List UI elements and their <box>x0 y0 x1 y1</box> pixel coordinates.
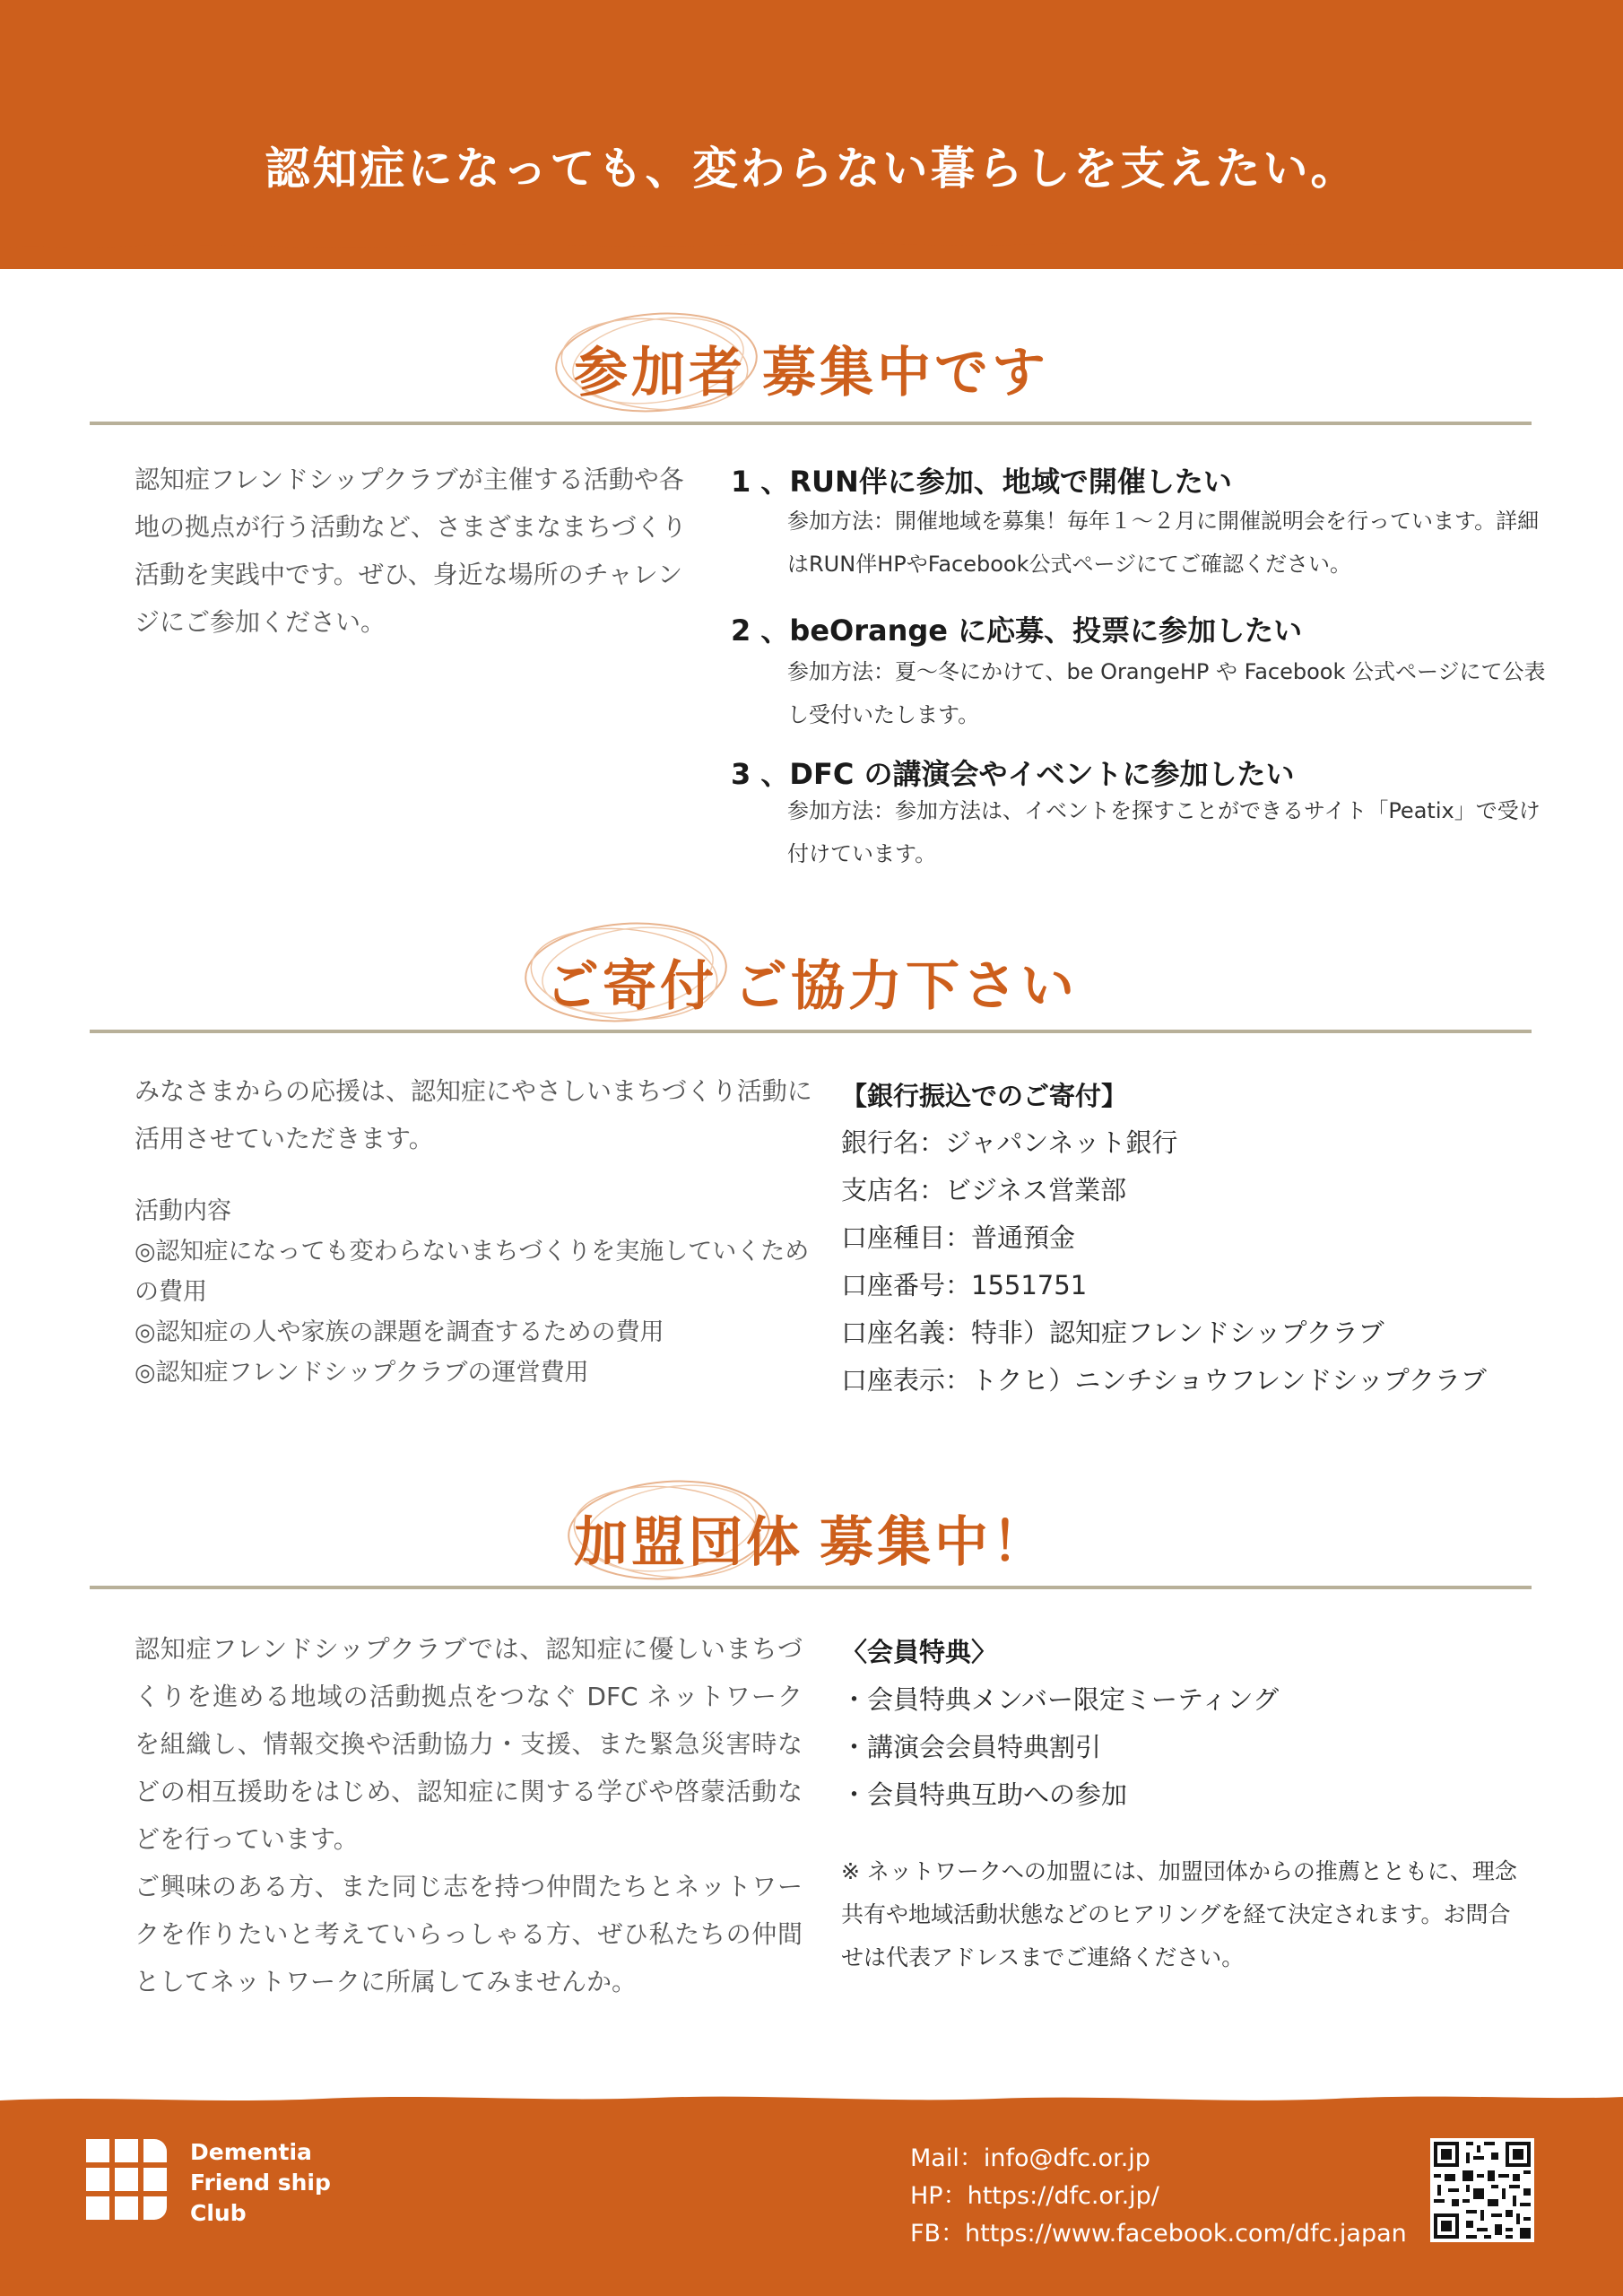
benefit-item: ・会員特典互助への参加 <box>841 1779 1128 1810</box>
participation-item-body: 参加方法：開催地域を募集！毎年１～２月に開催説明会を行っています。詳細はRUN伴HPやFacebook公式ページにてご確認ください。 <box>787 509 1540 577</box>
benefit-heading: 〈会員特典〉 <box>841 1637 998 1667</box>
bank-detail: 銀行名：ジャパンネット銀行 <box>841 1127 1178 1158</box>
benefit-item: ・会員特典メンバー限定ミーティング <box>841 1684 1280 1715</box>
membership-invitation: ご興味のある方、また同じ志を持つ仲間たちとネットワークを作りたいと考えていらっしゃる方、ぜひ私たちの仲間としてネットワークに所属してみませんか。 <box>135 1872 803 1996</box>
participation-item-title: 3 、DFC の講演会やイベントに参加したい <box>731 757 1295 791</box>
logo-line: Friend ship <box>190 2170 331 2196</box>
membership-title: 加盟団体 募集中！ <box>574 1511 1049 1574</box>
participants-title: 参加者 募集中です <box>574 342 1049 404</box>
participation-item-title: 1 、RUN伴に参加、地域で開催したい <box>731 465 1232 499</box>
contact-facebook[interactable]: FB：https://www.facebook.com/dfc.japan <box>910 2220 1407 2248</box>
participation-item-title: 2 、beOrange に応募、投票に参加したい <box>731 613 1303 648</box>
section-divider <box>90 422 1532 425</box>
bank-detail: 口座種目：普通預金 <box>841 1222 1076 1253</box>
donation-intro: みなさまからの応援は、認知症にやさしいまちづくり活動に活用させていただきます。 <box>135 1076 812 1153</box>
logo-line: Club <box>190 2200 247 2226</box>
logo-line: Dementia <box>190 2139 312 2165</box>
activity-item: ◎認知症の人や家族の課題を調査するための費用 <box>135 1318 664 1346</box>
bank-detail: 口座番号：1551751 <box>841 1270 1088 1300</box>
bank-detail: 口座名義：特非）認知症フレンドシップクラブ <box>841 1318 1384 1348</box>
section-divider <box>90 1030 1532 1033</box>
participants-intro: 認知症フレンドシップクラブが主催する活動や各地の拠点が行う活動など、さまざまなまちづくり活動を実践中です。ぜひ、身近な場所のチャレンジにご参加ください。 <box>135 465 687 637</box>
contact-mail[interactable]: Mail：info@dfc.or.jp <box>910 2144 1150 2172</box>
activity-item: ◎認知症フレンドシップクラブの運営費用 <box>135 1359 589 1387</box>
bank-transfer-heading: 【銀行振込でのご寄付】 <box>841 1081 1128 1111</box>
logo-wordmark <box>190 2137 331 2229</box>
header-torn-edge <box>0 229 1623 274</box>
contact-homepage[interactable]: HP：https://dfc.or.jp/ <box>910 2182 1159 2210</box>
membership-note: ※ ネットワークへの加盟には、加盟団体からの推薦とともに、理念共有や地域活動状態などのヒアリングを経て決定されます。お問合せは代表アドレスまでご連絡ください。 <box>841 1858 1517 1970</box>
page-headline: 認知症になっても、変わらない暮らしを支えたい。 <box>265 143 1358 195</box>
participation-item-body: 参加方法：夏～冬にかけて、be OrangeHP や Facebook 公式ページにて公表し受付いたします。 <box>787 659 1546 727</box>
participation-item-body: 参加方法：参加方法は、イベントを探すことができるサイト「Peatix」で受け付けています。 <box>787 798 1541 866</box>
donation-title: ご寄付 ご協力下さい <box>545 955 1078 1018</box>
section-divider <box>90 1586 1532 1589</box>
dfc-logo-icon <box>86 2139 167 2220</box>
activity-label: 活動内容 <box>135 1197 231 1225</box>
bank-detail: 支店名：ビジネス営業部 <box>841 1175 1127 1205</box>
qr-code-icon <box>1430 2138 1534 2242</box>
benefit-item: ・講演会会員特典割引 <box>841 1732 1102 1762</box>
membership-description: 認知症フレンドシップクラブでは、認知症に優しいまちづくりを進める地域の活動拠点をつなぐ DFC ネットワークを組織し、情報交換や活動協力・支援、また緊急災害時などの相互援助をはじめ、認知症に関する学びや啓蒙活動などを行っています。 <box>135 1634 803 1854</box>
bank-detail: 口座表示：トクヒ）ニンチショウフレンドシップクラブ <box>841 1365 1487 1396</box>
activity-item: ◎認知症になっても変わらないまちづくりを実施していくための費用 <box>135 1238 810 1306</box>
